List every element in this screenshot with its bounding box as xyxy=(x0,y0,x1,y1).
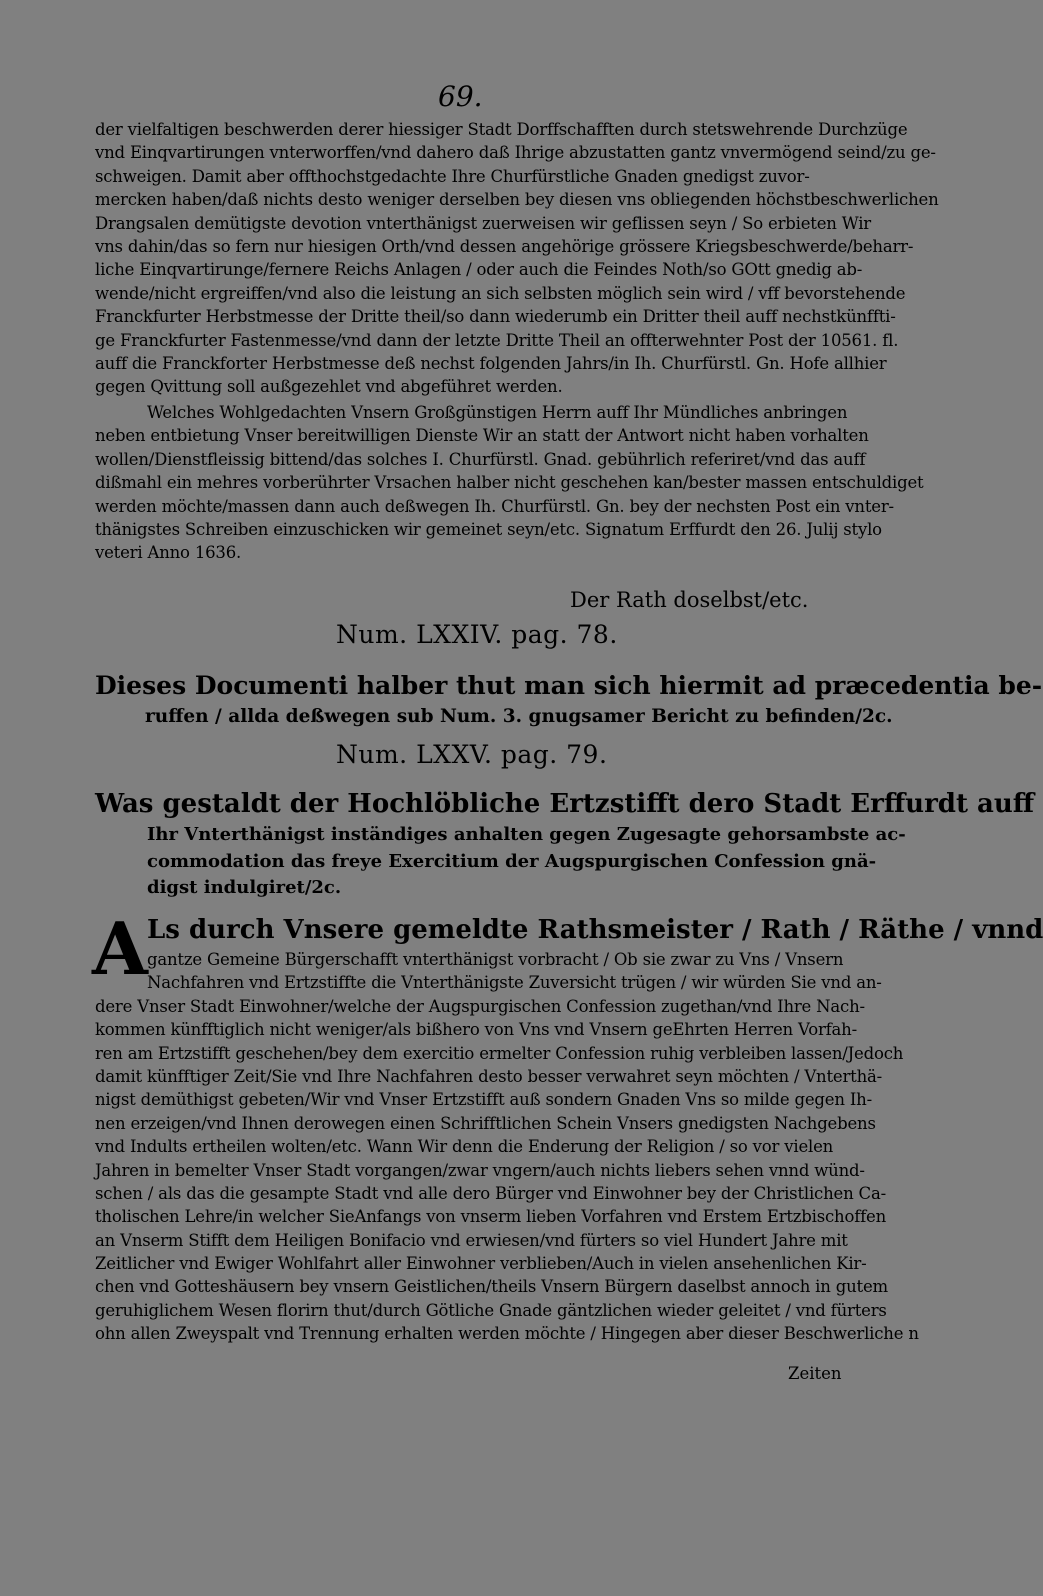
text-line: Jahren in bemelter Vnser Stadt vorgangen/zwar vngern/auch nichts liebers sehen vnnd wünd- xyxy=(95,1160,865,1180)
text-line: Nachfahren vnd Ertzstiffte die Vnterthänigste Zuversicht trügen / wir würden Sie vnd an- xyxy=(147,973,882,993)
text-line: wende/nicht ergreiffen/vnd also die leistung an sich selbsten möglich sein wird / vff bevorstehende xyxy=(95,283,906,303)
text-line: der vielfaltigen beschwerden derer hiessiger Stadt Dorffschafften durch stetswehrende Durchzüge xyxy=(95,120,908,139)
text-line: ge Franckfurter Fastenmesse/vnd dann der letzte Dritte Theil an offterwehnter Post der 10561. fl. xyxy=(95,330,899,350)
text-line: nen erzeigen/vnd Ihnen derowegen einen Schrifftlichen Schein Vnsers gnedigsten Nachgebens xyxy=(95,1113,876,1133)
text-line: chen vnd Gotteshäusern bey vnsern Geistlichen/theils Vnsern Bürgern daselbst annoch in gutem xyxy=(95,1277,888,1297)
text-line: vnd Einqvartirungen vnterworffen/vnd dahero daß Ihrige abzustatten gantz vnvermögend seind/zu ge- xyxy=(95,143,936,163)
text-line: damit künfftiger Zeit/Sie vnd Ihre Nachfahren desto besser verwahret seyn möchten / Vnterthä- xyxy=(95,1066,883,1086)
text-line: ohn allen Zweyspalt vnd Trennung erhalten werden möchte / Hingegen aber dieser Beschwerliche n xyxy=(95,1324,919,1344)
title-line: digst indulgiret/2c. xyxy=(147,877,342,898)
text-line: an Vnserm Stifft dem Heiligen Bonifacio vnd erwiesen/vnd fürters so viel Hundert Jahre mit xyxy=(95,1230,848,1250)
text-line: vns dahin/das so fern nur hiesigen Orth/vnd dessen angehörige grössere Kriegsbeschwerde/beharr- xyxy=(95,236,914,256)
text-line: Welches Wohlgedachten Vnsern Großgünstigen Herrn auff Ihr Mündliches anbringen xyxy=(147,403,848,422)
text-line: Zeitlicher vnd Ewiger Wohlfahrt aller Einwohner verblieben/Auch in vielen ansehenlichen Kir- xyxy=(95,1254,867,1274)
title-line: Was gestaldt der Hochlöbliche Ertzstifft dero Stadt Erffurdt auff xyxy=(95,789,1035,819)
text-line: kommen künfftiglich nicht weniger/als bißhero von Vns vnd Vnsern geEhrten Herren Vorfah- xyxy=(95,1020,857,1040)
text-line: geruhiglichem Wesen florirn thut/durch Götliche Gnade gäntzlichen wieder geleitet / vnd fürters xyxy=(95,1300,887,1320)
text-line: ruffen / allda deßwegen sub Num. 3. gnugsamer Bericht zu befinden/2c. xyxy=(145,706,893,727)
text-line: veteri Anno 1636. xyxy=(95,543,242,563)
text-line: thänigstes Schreiben einzuschicken wir gemeinet seyn/etc. Signatum Erffurdt den 26. Julij stylo xyxy=(95,519,882,539)
text-line: dißmahl ein mehres vorberührter Vrsachen halber nicht geschehen kan/bester massen entschuldiget xyxy=(95,473,924,493)
title-line: commodation das freye Exercitium der Augspurgischen Confession gnä- xyxy=(147,850,877,872)
text-line: werden möchte/massen dann auch deßwegen Ih. Churfürstl. Gn. bey der nechsten Post ein vnter- xyxy=(95,496,894,516)
decree-first-line: Ls durch Vnsere gemeldte Rathsmeister / Rath / Räthe / vnnd xyxy=(147,915,1043,945)
text-line: dere Vnser Stadt Einwohner/welche der Augspurgischen Confession zugethan/vnd Ihre Nach- xyxy=(95,996,865,1016)
text-line: tholischen Lehre/in welcher SieAnfangs von vnserm lieben Vorfahren vnd Erstem Ertzbischoffen xyxy=(95,1207,887,1227)
text-line: Drangsalen demütigste devotion vnterthänigst zuerweisen wir geflissen seyn / So erbieten Wir xyxy=(95,213,871,233)
document-reference-note xyxy=(95,669,1043,731)
document-heading-lxxiv: Num. LXXIV. pag. 78. xyxy=(336,620,618,649)
text-line: schen / als das die gesampte Stadt vnd alle dero Bürger vnd Einwohner bey der Christlichen Ca- xyxy=(95,1183,886,1203)
catchword: Zeiten xyxy=(788,1364,842,1383)
text-line: wollen/Dienstfleissig bittend/das solches I. Churfürstl. Gnad. gebührlich referiret/vnd das auff xyxy=(95,449,866,469)
page-number: 69. xyxy=(438,80,483,113)
text-line: nigst demüthigst gebeten/Wir vnd Vnser Ertzstifft auß sondern Gnaden Vns so milde gegen Ih- xyxy=(95,1090,872,1110)
text-line: liche Einqvartirunge/fernere Reichs Anlagen / oder auch die Feindes Noth/so GOtt gnedig ab- xyxy=(95,260,863,280)
text-line: Dieses Documenti halber thut man sich hiermit ad præcedentia be- xyxy=(95,671,1043,700)
text-line: Franckfurter Herbstmesse der Dritte theil/so dann wiederumb ein Dritter theil auff nechstkünffti- xyxy=(95,307,896,327)
paragraph-closing xyxy=(95,401,924,565)
document-heading-lxxv: Num. LXXV. pag. 79. xyxy=(336,740,608,769)
decorated-initial-letter: A xyxy=(92,906,148,991)
document-title-lxxv xyxy=(95,786,1035,902)
text-line: schweigen. Damit aber offthochstgedachte Ihre Churfürstliche Gnaden gnedigst zuvor- xyxy=(95,166,810,186)
paragraph-continued xyxy=(95,118,939,399)
text-line: gantze Gemeine Bürgerschafft vnterthänigst vorbracht / Ob sie zwar zu Vns / Vnsern xyxy=(147,950,844,969)
text-line: mercken haben/daß nichts desto weniger derselben bey diesen vns obliegenden höchstbeschwerlichen xyxy=(95,190,939,210)
text-line: gegen Qvittung soll außgezehlet vnd abgeführet werden. xyxy=(95,377,563,397)
text-line: ren am Ertzstifft geschehen/bey dem exercitio ermelter Confession ruhig verbleiben lassen/Jedoch xyxy=(95,1043,904,1063)
signature-line: Der Rath doselbst/etc. xyxy=(570,588,809,612)
text-line: neben entbietung Vnser bereitwilligen Dienste Wir an statt der Antwort nicht haben vorhalten xyxy=(95,426,869,446)
title-line: Ihr Vnterthänigst inständiges anhalten gegen Zugesagte gehorsambste ac- xyxy=(147,824,906,845)
text-line: auff die Franckforter Herbstmesse deß nechst folgenden Jahrs/in Ih. Churfürstl. Gn. Hofe allhier xyxy=(95,353,887,373)
decree-text xyxy=(95,912,1043,1346)
text-line: vnd Indults ertheilen wolten/etc. Wann Wir denn die Enderung der Religion / so vor vielen xyxy=(95,1137,834,1157)
